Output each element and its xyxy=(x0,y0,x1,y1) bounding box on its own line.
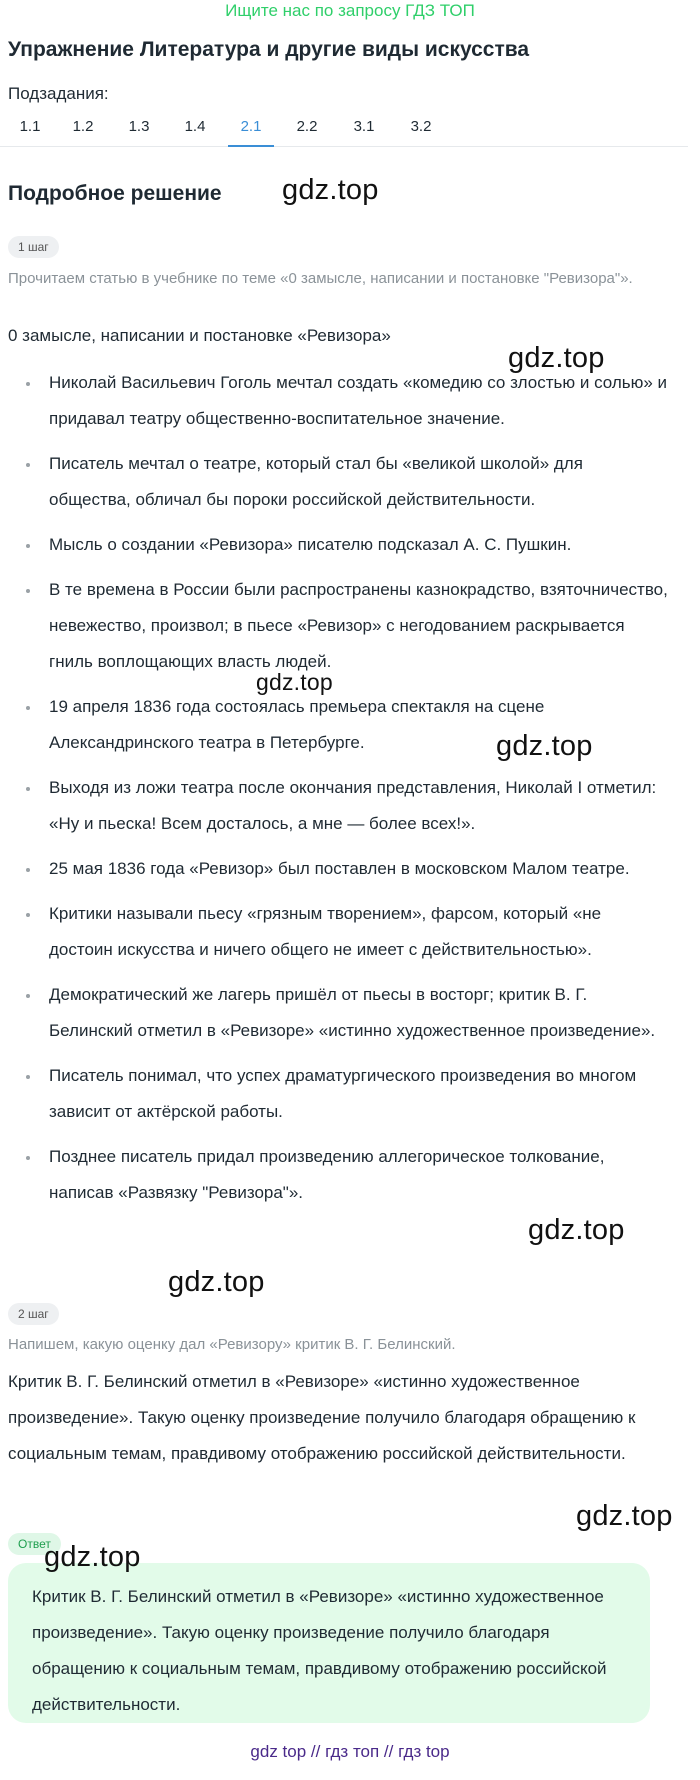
tab-1-2[interactable]: 1.2 xyxy=(72,118,94,135)
list-item: 25 мая 1836 года «Ревизор» был поставлен в московском Малом театре. xyxy=(0,851,690,887)
watermark: gdz.top xyxy=(508,342,605,374)
section-title: Подробное решение xyxy=(8,182,222,205)
tab-1-4[interactable]: 1.4 xyxy=(184,118,206,135)
list-item: Позднее писатель придал произведению аллегорическое толкование, написав «Развязку "Ревизора"». xyxy=(0,1139,690,1211)
step-badge: 2 шаг xyxy=(8,1303,59,1325)
list-item: Мысль о создании «Ревизора» писателю подсказал А. С. Пушкин. xyxy=(0,527,690,563)
answer-text: Критик В. Г. Белинский отметил в «Ревизоре» «истинно художественное произведение». Такую оценку произведение получило благодаря обращению к социальным темам, правдивому отображению российской действительности. xyxy=(32,1587,607,1714)
step-badge: 1 шаг xyxy=(8,236,59,258)
tab-2-1[interactable]: 2.1 xyxy=(228,118,274,147)
step-hint: Напишем, какую оценку дал «Ревизору» критик В. Г. Белинский. xyxy=(8,1336,456,1353)
answer-box xyxy=(8,1563,650,1723)
watermark: gdz.top xyxy=(256,669,333,695)
tab-3-1[interactable]: 3.1 xyxy=(353,118,375,135)
promo-banner: Ищите нас по запросу ГДЗ ТОП xyxy=(225,1,475,20)
page-title: Упражнение Литература и другие виды искусства xyxy=(8,38,530,61)
list-item: Выходя из ложи театра после окончания представления, Николай I отметил: «Ну и пьеска! Всем досталось, а мне — более всех!». xyxy=(0,770,690,842)
footer: gdz top // гдз топ // гдз top xyxy=(250,1742,450,1761)
subtask-tabs xyxy=(0,110,688,147)
watermark: gdz.top xyxy=(44,1541,141,1573)
step-text: Критик В. Г. Белинский отметил в «Ревизоре» «истинно художественное произведение». Такую оценку произведение получило благодаря обращению к социальным темам, правдивому отображению российской действительности. xyxy=(8,1372,636,1463)
answer-badge: Ответ xyxy=(8,1533,61,1555)
watermark: gdz.top xyxy=(496,730,593,762)
watermark: gdz.top xyxy=(576,1500,673,1532)
facts-list xyxy=(0,365,690,1220)
tab-3-2[interactable]: 3.2 xyxy=(410,118,432,135)
list-item: Писатель понимал, что успех драматургического произведения во многом зависит от актёрской работы. xyxy=(0,1058,690,1130)
step-hint: Прочитаем статью в учебнике по теме «0 замысле, написании и постановке "Ревизора"». xyxy=(8,270,633,287)
tab-1-3[interactable]: 1.3 xyxy=(128,118,150,135)
list-item: Писатель мечтал о театре, который стал бы «великой школой» для общества, обличал бы пороки российской действительности. xyxy=(0,446,690,518)
watermark: gdz.top xyxy=(168,1266,265,1298)
list-item: Николай Васильевич Гоголь мечтал создать «комедию со злостью и солью» и придавал театру общественно-воспитательное значение. xyxy=(0,365,690,437)
list-item: Демократический же лагерь пришёл от пьесы в восторг; критик В. Г. Белинский отметил в «Ревизоре» «истинно художественное произведение». xyxy=(0,977,690,1049)
watermark: gdz.top xyxy=(282,174,379,206)
fact-list-heading: 0 замысле, написании и постановке «Ревизора» xyxy=(8,326,391,345)
list-item: 19 апреля 1836 года состоялась премьера спектакля на сцене Александринского театра в Петербурге. xyxy=(0,689,690,761)
subtasks-label: Подзадания: xyxy=(8,84,109,103)
list-item: Критики называли пьесу «грязным творением», фарсом, который «не достоин искусства и ничего общего не имеет с действительностью». xyxy=(0,896,690,968)
tab-1-1[interactable]: 1.1 xyxy=(19,118,41,135)
watermark: gdz.top xyxy=(528,1214,625,1246)
tab-2-2[interactable]: 2.2 xyxy=(296,118,318,135)
list-item: В те времена в России были распространены казнокрадство, взяточничество, невежество, произвол; в пьесе «Ревизор» с негодованием раскрывается гниль воплощающих власть людей. xyxy=(0,572,690,680)
